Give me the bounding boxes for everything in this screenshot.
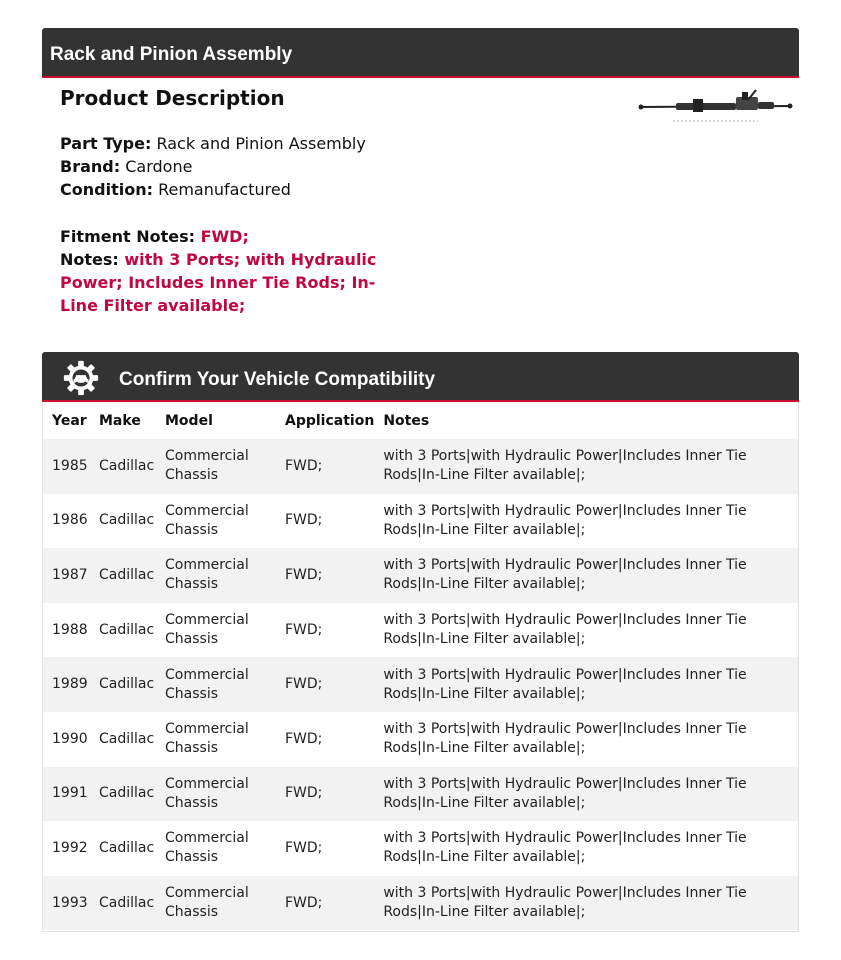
application-cell: FWD; [276,657,374,712]
make-cell: Cadillac [90,767,156,822]
page-title: Rack and Pinion Assembly [50,44,293,65]
notes-cell: with 3 Ports|with Hydraulic Power|Includes Inner Tie Rods|In-Line Filter available|; [383,502,747,538]
gear-car-icon [62,359,100,397]
model-cell: Commercial Chassis [165,612,249,648]
model-cell: Commercial Chassis [156,657,276,712]
brand-row [60,155,192,178]
table-row [43,657,798,712]
table-row [43,548,798,603]
fitment-value: FWD; [200,227,249,246]
notes-cell: with 3 Ports|with Hydraulic Power|Includes Inner Tie Rods|In-Line Filter available|; [383,612,747,648]
column-header-notes: Notes [383,412,430,429]
make-cell: Cadillac [99,512,155,529]
table-row [43,712,798,767]
model-cell: Commercial Chassis [156,767,276,822]
column-header-model: Model [165,412,213,429]
model-cell: Commercial Chassis [165,721,249,757]
table-row [43,767,798,822]
application-cell: FWD; [285,839,323,856]
application-cell: FWD; [285,621,323,638]
product-description-title: Product Description [60,86,285,110]
table-row [43,876,798,931]
notes-cell: with 3 Ports|with Hydraulic Power|Includes Inner Tie Rods|In-Line Filter available|; [374,657,798,712]
condition-row [60,178,291,201]
make-cell: Cadillac [99,839,155,856]
application-cell: FWD; [276,548,374,603]
make-cell: Cadillac [90,876,156,931]
table-row [43,603,798,658]
rack-and-pinion-image [638,88,793,128]
model-cell: Commercial Chassis [156,548,276,603]
fitment-row [60,225,400,248]
application-cell: FWD; [276,876,374,931]
make-cell: Cadillac [99,621,155,638]
column-header-make: Make [99,412,141,429]
year-cell: 1993 [43,876,90,931]
part-type-value: Rack and Pinion Assembly [156,134,366,153]
fitment-block [60,225,400,317]
make-cell: Cadillac [90,439,156,494]
application-cell: FWD; [285,512,323,529]
table-row [43,821,798,876]
compatibility-title: Confirm Your Vehicle Compatibility [119,369,436,390]
condition-label: Condition: [60,180,153,199]
notes-cell: with 3 Ports|with Hydraulic Power|Includes Inner Tie Rods|In-Line Filter available|; [383,721,747,757]
make-cell: Cadillac [90,548,156,603]
application-cell: FWD; [285,730,323,747]
year-cell: 1992 [52,839,88,856]
notes-cell: with 3 Ports|with Hydraulic Power|Includes Inner Tie Rods|In-Line Filter available|; [374,439,798,494]
column-header-application: Application [285,412,375,429]
year-cell: 1988 [52,621,88,638]
notes-cell: with 3 Ports|with Hydraulic Power|Includes Inner Tie Rods|In-Line Filter available|; [383,830,747,866]
notes-value: with 3 Ports; with Hydraulic Power; Includes Inner Tie Rods; In-Line Filter available; [60,250,377,315]
table-header-row [43,402,798,439]
model-cell: Commercial Chassis [156,439,276,494]
compatibility-bar [42,352,799,402]
notes-row [60,248,400,317]
notes-label: Notes: [60,250,119,269]
year-cell: 1985 [43,439,90,494]
make-cell: Cadillac [90,657,156,712]
year-cell: 1987 [43,548,90,603]
notes-cell: with 3 Ports|with Hydraulic Power|Includes Inner Tie Rods|In-Line Filter available|; [374,876,798,931]
compatibility-table [42,402,799,932]
application-cell: FWD; [276,767,374,822]
model-cell: Commercial Chassis [165,830,249,866]
brand-label: Brand: [60,157,121,176]
part-type-label: Part Type: [60,134,152,153]
condition-value: Remanufactured [158,180,291,199]
make-cell: Cadillac [99,730,155,747]
table-row [43,439,798,494]
table-row [43,494,798,549]
model-cell: Commercial Chassis [156,876,276,931]
part-type-row [60,132,366,155]
year-cell: 1990 [52,730,88,747]
model-cell: Commercial Chassis [165,502,249,538]
year-cell: 1991 [43,767,90,822]
year-cell: 1986 [52,512,88,529]
title-bar [42,28,799,78]
fitment-label: Fitment Notes: [60,227,195,246]
brand-value: Cardone [125,157,193,176]
application-cell: FWD; [276,439,374,494]
notes-cell: with 3 Ports|with Hydraulic Power|Includes Inner Tie Rods|In-Line Filter available|; [374,548,798,603]
notes-cell: with 3 Ports|with Hydraulic Power|Includes Inner Tie Rods|In-Line Filter available|; [374,767,798,822]
year-cell: 1989 [43,657,90,712]
column-header-year: Year [52,412,87,429]
